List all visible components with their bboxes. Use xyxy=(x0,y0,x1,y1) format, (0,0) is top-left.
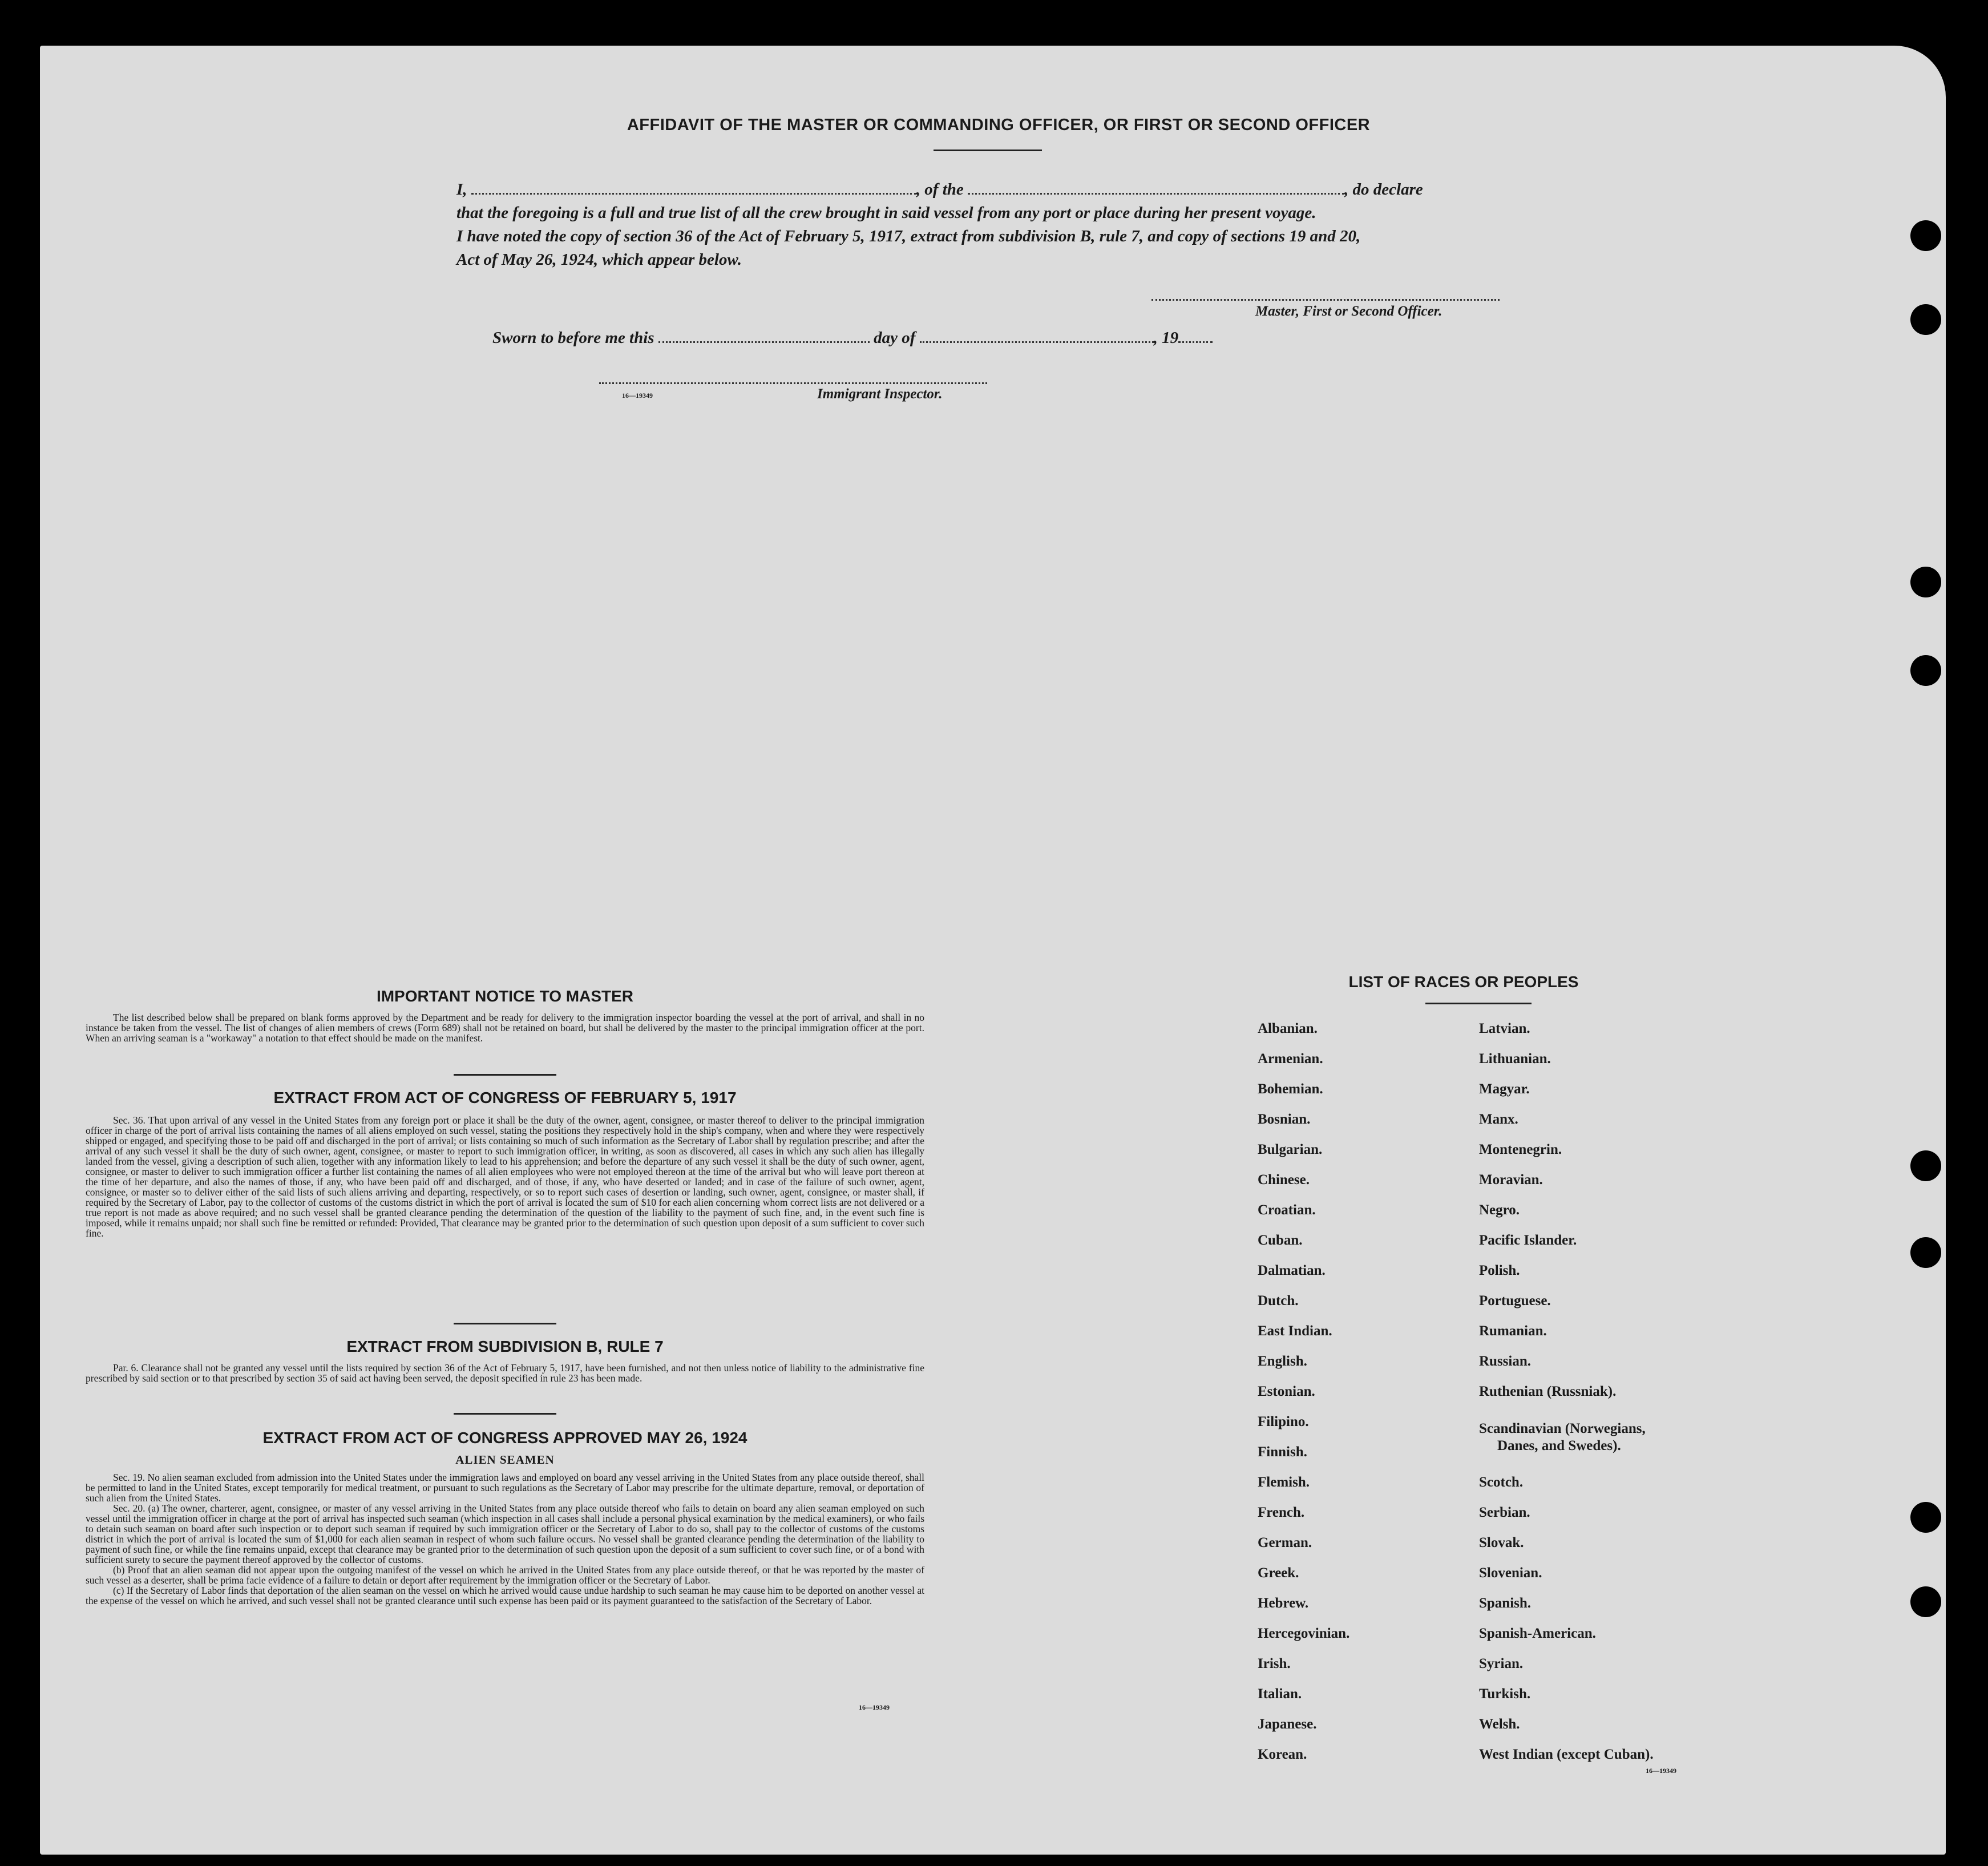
race-right-item: Negro. xyxy=(1479,1202,1520,1218)
race-left-item: Flemish. xyxy=(1258,1475,1310,1490)
extract-1917-body xyxy=(86,1115,924,1238)
section-19-text: Sec. 19. No alien seaman excluded from admission into the United States under the immigration laws and employed on board any vessel arriving in the United States from any place outside thereof, shall be permitted to land in the United States, except temporarily for medical treatment, or pursuant to such regulations as the Secretary of Labor may prescribe for the ultimate departure, removal, or deportation of such alien from the United States. xyxy=(86,1472,924,1504)
race-left-item: Filipino. xyxy=(1258,1414,1309,1429)
day-blank xyxy=(658,341,870,343)
rule-7-heading: EXTRACT FROM SUBDIVISION B, RULE 7 xyxy=(346,1338,664,1355)
divider xyxy=(454,1323,556,1324)
race-left-item: Irish. xyxy=(1258,1656,1291,1671)
race-left-item: Hercegovinian. xyxy=(1258,1626,1350,1641)
notice-text: The list described below shall be prepared on blank forms approved by the Department and be ready for delivery to the immigration inspector boarding the vessel at the port of arrival, and shall in no instance be taken from the vessel. The list of changes of alien members of crews (Form 689) shall not be retained on board, but shall be delivered by the master to the principal immigration officer at the port. When an arriving seaman is a "workaway" a notation to that effect should be made on the manifest. xyxy=(86,1012,924,1044)
race-right-item: Scotch. xyxy=(1479,1475,1524,1490)
race-left-item: English. xyxy=(1258,1354,1307,1369)
title-underline xyxy=(934,150,1042,151)
extract-1924-body xyxy=(86,1472,924,1606)
race-left-item: Bulgarian. xyxy=(1258,1142,1323,1157)
race-right-item: Magyar. xyxy=(1479,1081,1530,1097)
notice-heading: IMPORTANT NOTICE TO MASTER xyxy=(376,987,634,1005)
extract-form-number: 16—19349 xyxy=(859,1703,890,1711)
race-left-item: Croatian. xyxy=(1258,1202,1316,1218)
race-right-item: Russian. xyxy=(1479,1354,1532,1369)
races-form-number: 16—19349 xyxy=(1646,1767,1676,1775)
affidavit-line-1 xyxy=(456,180,1524,199)
race-left-item: Greek. xyxy=(1258,1565,1299,1581)
race-right-item: Lithuanian. xyxy=(1479,1051,1551,1067)
binder-hole xyxy=(1910,1586,1941,1617)
race-right-item: Montenegrin. xyxy=(1479,1142,1562,1157)
race-right-item: Spanish. xyxy=(1479,1596,1532,1611)
race-right-item: Turkish. xyxy=(1479,1686,1531,1702)
race-right-item: Moravian. xyxy=(1479,1172,1543,1188)
affidavit-line-2: that the foregoing is a full and true list of all the crew brought in said vessel from any port or place during her present voyage. xyxy=(456,204,1316,222)
races-underline xyxy=(1425,1003,1532,1004)
race-left-item: East Indian. xyxy=(1258,1323,1332,1339)
binder-hole xyxy=(1910,567,1941,597)
race-left-item: Armenian. xyxy=(1258,1051,1323,1067)
race-left-item: Dalmatian. xyxy=(1258,1263,1326,1278)
affidavit-declare-label: , do declare xyxy=(1344,180,1423,199)
race-right-item: Slovenian. xyxy=(1479,1565,1542,1581)
binder-hole xyxy=(1910,655,1941,686)
sworn-label: Sworn to before me this xyxy=(492,329,654,347)
binder-hole xyxy=(1910,220,1941,251)
affidavit-line-4: Act of May 26, 1924, which appear below. xyxy=(456,251,742,269)
section-20a-text: Sec. 20. (a) The owner, charterer, agent, consignee, or master of any vessel arriving in the United States from any place outside thereof who fails to detain on board any alien seaman employed on such vessel until the immigration officer in charge at the port of arrival has inspected such seaman (which inspection in all cases shall include a personal physical examination by the medical examiners), or who fails to detain such seaman on board after such inspection or to deport such seaman if required by such immigration officer or the Secretary of Labor to do so, shall pay to the collector of customs of the customs district in which the port of arrival is located the sum of $1,000 for each alien seaman in respect of whom such failure occurs. No vessel shall be granted clearance pending the determination of the liability to payment of such fine, or while the fine remains unpaid, except that clearance may be granted prior to the determination of such question upon the deposit of a sum sufficient to cover such fine, or of a bond with sufficient surety to secure the payment thereof approved by the collector of customs. xyxy=(86,1503,924,1565)
affidavit-form-number: 16—19349 xyxy=(622,391,653,399)
section-20b-text: (b) Proof that an alien seaman did not appear upon the outgoing manifest of the vessel on which he arrived in the United States from any place outside thereof, or that he was reported by the master of such vessel as a deserter, shall be prima facie evidence of a failure to detain or deport after requirement by the immigration officer or the Secretary of Labor. xyxy=(86,1564,924,1586)
binder-hole xyxy=(1910,1502,1941,1533)
section-20c-text: (c) If the Secretary of Labor finds that deportation of the alien seaman on the vessel on which he arrived would cause undue hardship to such seaman he may cause him to be deported on another vessel at the expense of the vessel on which he arrived, and such vessel shall not be granted clearance until such expense has been paid or its payment guaranteed to the satisfaction of the Secretary of Labor. xyxy=(86,1585,924,1606)
race-right-item: Spanish-American. xyxy=(1479,1626,1596,1641)
affidavit-line-3: I have noted the copy of section 36 of the Act of February 5, 1917, extract from subdivision B, rule 7, and copy of sections 19 and 20, xyxy=(456,227,1361,245)
year-label: , 19 xyxy=(1153,329,1179,347)
race-left-item: Albanian. xyxy=(1258,1021,1318,1036)
divider xyxy=(454,1074,556,1076)
sworn-line xyxy=(492,329,1213,348)
race-left-item: Chinese. xyxy=(1258,1172,1310,1188)
day-of-label: day of xyxy=(874,329,916,347)
section-36-text: Sec. 36. That upon arrival of any vessel in the United States from any foreign port or place it shall be the duty of the owner, agent, consignee, or master thereof to deliver to the principal immigration officer in charge of the port of arrival lists containing the names of all aliens employed on such vessel, stating the positions they respectively hold in the ship's company, when and where they were respectively shipped or engaged, and specifying those to be paid off and discharged in the port of arrival; or lists containing so much of such information as the Secretary of Labor shall by regulation prescribe; and after the arrival of any such vessel it shall be the duty of such owner, agent, consignee, or master to report to such immigration officer, in writing, as soon as discovered, all cases in which any such alien has illegally landed from the vessel, giving a description of such alien, together with any information likely to lead to his apprehension; and before the departure of any such vessel it shall be the duty of such owner, agent, consignee, or master to deliver to such immigration officer a further list containing the names of all alien employees who were not employed thereon at the time of the arrival but who will leave port thereon at the time of her departure, and also the names of those, if any, who have been paid off and discharged, and of those, if any, who have deserted or landed; and in case of the failure of such owner, agent, consignee, or master so to deliver either of the said lists of such aliens arriving and departing, respectively, or so to report such cases of desertion or landing, such owner, agent, consignee, or master shall, if required by the Secretary of Labor, pay to the collector of customs of the customs district in which the port of arrival is located the sum of $10 for each alien concerning whom correct lists are not delivered or a true report is not made as above required; and no such vessel shall be granted clearance pending the determination of the question of the liability to the payment of such fine, and, in the event such fine is imposed, while it remains unpaid; nor shall such fine be remitted or refunded: Provided, That clearance may be granted prior to the determination of such question upon deposit of a sum sufficient to cover such fine. xyxy=(86,1114,924,1239)
race-left-item: Finnish. xyxy=(1258,1444,1307,1460)
race-left-item: Bohemian. xyxy=(1258,1081,1323,1097)
master-signature-line xyxy=(1151,299,1500,301)
race-right-item: Pacific Islander. xyxy=(1479,1233,1577,1248)
rule-7-text: Par. 6. Clearance shall not be granted any vessel until the lists required by section 36 of the Act of February 5, 1917, have been furnished, and not then unless notice of liability to the administrative fine prescribed by said section or to that prescribed by section 35 of said act having been served, the deposit specified in rule 23 has been made. xyxy=(86,1362,924,1384)
race-left-item: Hebrew. xyxy=(1258,1596,1309,1611)
race-right-item: Danes, and Swedes). xyxy=(1497,1438,1621,1453)
vessel-blank xyxy=(968,193,1344,195)
notice-body xyxy=(86,1012,924,1043)
binder-hole xyxy=(1910,1237,1941,1268)
race-right-item: Rumanian. xyxy=(1479,1323,1547,1339)
inspector-label: Immigrant Inspector. xyxy=(817,386,943,402)
races-heading: LIST OF RACES OR PEOPLES xyxy=(1348,973,1579,991)
race-right-item: Manx. xyxy=(1479,1112,1518,1127)
race-right-item: Serbian. xyxy=(1479,1505,1530,1520)
race-left-item: Japanese. xyxy=(1258,1716,1317,1732)
race-right-item: Scandinavian (Norwegians, xyxy=(1479,1421,1646,1436)
inspector-signature-line xyxy=(599,382,987,384)
race-right-item: West Indian (except Cuban). xyxy=(1479,1747,1654,1762)
race-left-item: Korean. xyxy=(1258,1747,1307,1762)
race-left-item: Bosnian. xyxy=(1258,1112,1311,1127)
race-left-item: French. xyxy=(1258,1505,1305,1520)
name-blank xyxy=(471,193,916,195)
race-right-item: Portuguese. xyxy=(1479,1293,1551,1308)
affidavit-title: AFFIDAVIT OF THE MASTER OR COMMANDING OFFICER, OR FIRST OR SECOND OFFICER xyxy=(627,116,1371,134)
race-left-item: Estonian. xyxy=(1258,1384,1315,1399)
race-left-item: Italian. xyxy=(1258,1686,1302,1702)
race-left-item: Dutch. xyxy=(1258,1293,1299,1308)
alien-seamen-subheading: ALIEN SEAMEN xyxy=(455,1453,555,1467)
binder-hole xyxy=(1910,1150,1941,1181)
binder-hole xyxy=(1910,304,1941,335)
race-right-item: Latvian. xyxy=(1479,1021,1530,1036)
rule-7-body xyxy=(86,1363,924,1383)
race-left-item: German. xyxy=(1258,1535,1312,1550)
race-left-item: Cuban. xyxy=(1258,1233,1303,1248)
affidavit-i-label: I, xyxy=(456,180,467,199)
divider xyxy=(454,1413,556,1415)
month-blank xyxy=(920,341,1154,343)
race-right-item: Syrian. xyxy=(1479,1656,1524,1671)
affidavit-of-label: , of the xyxy=(916,180,964,199)
year-blank xyxy=(1178,341,1213,343)
extract-1924-heading: EXTRACT FROM ACT OF CONGRESS APPROVED MAY 26, 1924 xyxy=(262,1429,747,1447)
extract-1917-heading: EXTRACT FROM ACT OF CONGRESS OF FEBRUARY 5, 1917 xyxy=(273,1089,737,1106)
race-right-item: Polish. xyxy=(1479,1263,1520,1278)
race-right-item: Welsh. xyxy=(1479,1716,1520,1732)
master-label: Master, First or Second Officer. xyxy=(1255,304,1442,319)
race-right-item: Ruthenian (Russniak). xyxy=(1479,1384,1617,1399)
race-right-item: Slovak. xyxy=(1479,1535,1524,1550)
